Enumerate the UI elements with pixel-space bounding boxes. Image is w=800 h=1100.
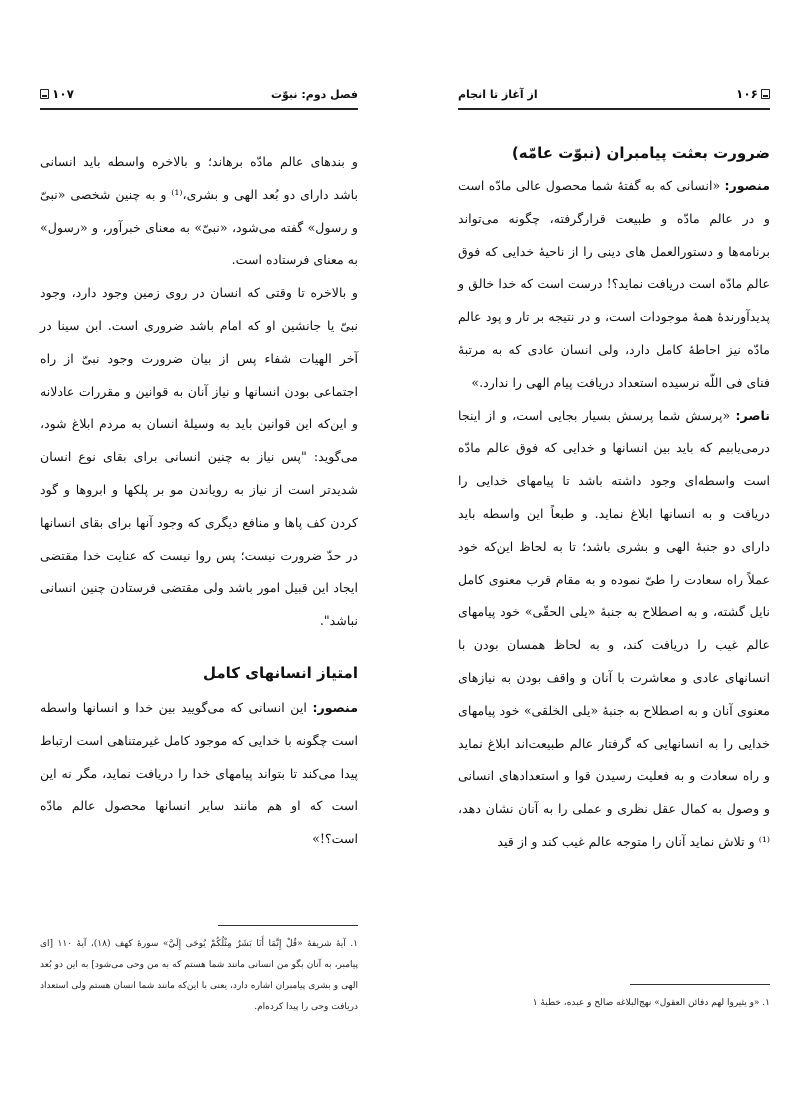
footnote-rule — [218, 925, 358, 926]
header-rule — [458, 108, 770, 110]
header-rule — [40, 108, 358, 110]
running-header-title: از آغاز تا انجام — [458, 87, 538, 101]
paragraph: و بندهای عالم مادّه برهاند؛ و بالاخره واسطه باید انسانی باشد دارای دو بُعد الهی و بشری،⁽¹⁾ و به چنین شخصی «نبیّ و رسول» گفته می‌شود، «نبیّ» به معنای خبرآور، و «رسول» به معنای فرستاده است. — [40, 154, 358, 268]
running-header — [458, 83, 770, 105]
footnote-rule — [630, 984, 770, 985]
dialogue-text: «پرسش شما پرسش بسیار بجایی است، و از اینجا درمی‌یابیم که باید بین انسانها و خدایی که فوق عالم مادّه است واسطه‌ای وجود داشته باشد تا پیامهای خدایی را دریافت و به انسانها ابلاغ نماید. و طبعاً این واسطه باید دارای دو جنبهٔ الهی و بشری باشد؛ تا به لحاظ این‌که خود عملاً راه سعادت را طیّ نموده و به مقام قرب معنوی کامل نایل گشته، و به اصطلاح به جنبهٔ «یلی الحقّی» خود پیامهای عالم غیب را دریافت کند، و به لحاظ همسان بودن با انسانهای عادی و معاشرت با آنان و واقف بودن به نیازهای معنوی آنان و به اصطلاح به جنبهٔ «یلی الخلقی» خود پیامهای خدایی را به انسانهایی که گرفتار عالم طبیعت‌اند ابلاغ نماید و راه سعادت و به فعلیت رسیدن قوا و استعدادهای انسانی و وصول به کمال عقل نظری و عملی را به آنان نشان دهد،⁽¹⁾ و تلاش نماید آنان را متوجه عالم غیب کند و از قید — [458, 407, 770, 849]
dialogue-paragraph — [40, 692, 358, 856]
footnotes — [40, 934, 358, 1018]
dialogue-paragraph — [458, 170, 770, 400]
page-number: ۱۰۷ — [52, 87, 74, 101]
speaker-name: منصور: — [724, 178, 770, 193]
page-icon — [761, 89, 770, 99]
dialogue-text: «انسانی که به گفتهٔ شما محصول عالی مادّه است و در عالم مادّه و طبیعت قرارگرفته، چگونه می‌تواند برنامه‌ها و دستورالعمل های دینی را از ناحیهٔ خدایی که فوق عالم مادّه است دریافت نماید؟! درست است که خدا خالق و پدیدآورندهٔ همهٔ موجودات است، و در نتیجه بر تار و پود عالم مادّه نیز احاطهٔ کامل دارد، ولی انسان عادی که به مرتبهٔ فنای فی اللّه نرسیده استعداد دریافت پیام الهی را ندارد.» — [458, 178, 770, 390]
page-body — [458, 138, 770, 859]
page-body — [40, 146, 358, 856]
footnote: ۱. آیهٔ شریفهٔ «قُلْ إِنَّمَا أَنَا بَشَرٌ مِثْلُكُمْ يُوحَى إِلَيَّ» سورهٔ کهف (۱۸)، آیهٔ ۱۱۰ [ای پیامبر، به آنان بگو من انسانی مانند شما هستم که به من وحی می‌شود] به این دو بُعد الهی و بشری پیامبران اشاره دارد، یعنی با این‌که مانند شما انسان هستم ولی استعداد دریافت وحی را پیدا کرده‌ام. — [40, 939, 358, 1012]
paragraph: و بالاخره تا وقتی که انسان در روی زمین وجود دارد، وجود نبیّ یا جانشین او که امام باشد ضروری است. ابن سینا در آخر الهیات شفاء پس از بیان ضرورت وجود نبیّ از راه اجتماعی بودن انسانها و نیاز آنان به قوانین و مقررات عادلانه و این‌که این قوانین باید به وسیلهٔ انسان به مردم ابلاغ شود، می‌گوید: "پس نیاز به چنین انسانی برای بقای نوع انسان شدیدتر است از نیاز به رویاندن مو بر پلکها و ابروها و گود کردن کف پاها و منافع دیگری که وجود آنها برای بقای انسانها در حدّ ضرورت نیست؛ پس روا نیست که عنایت خدا مقتضی ایجاد این قبیل امور باشد ولی مقتضی فرستادن چنین انسانی نباشد". — [40, 285, 358, 629]
page-number: ۱۰۶ — [736, 87, 758, 101]
dialogue-paragraph — [458, 400, 770, 859]
page-number-group — [40, 87, 74, 101]
section-heading: ضرورت بعثت پیامبران (نبوّت عامّه) — [511, 144, 770, 162]
running-header-title: فصل دوم: نبوّت — [270, 87, 358, 101]
footnotes — [458, 993, 770, 1014]
running-header — [40, 83, 358, 105]
right-page — [400, 0, 800, 1100]
page-icon — [40, 89, 49, 99]
speaker-name: منصور: — [312, 699, 358, 715]
page-number-group — [736, 87, 770, 101]
dialogue-text: این انسانی که می‌گویید بین خدا و انسانها واسطه است چگونه با خدایی که موجود کامل غیرمتناهی است ارتباط پیدا می‌کند تا بتواند پیامهای خدا را دریافت نماید، مگر نه این است که او هم مانند سایر انسانها محصول عالم مادّه است؟!» — [40, 699, 358, 847]
section-heading: امتیاز انسانهای کامل — [202, 663, 358, 682]
footnote: ۱. «و يثيروا لهم دفائن العقول» نهج‌البلاغه صالح و عبده، خطبهٔ ۱ — [532, 998, 770, 1008]
speaker-name: ناصر: — [735, 407, 770, 423]
